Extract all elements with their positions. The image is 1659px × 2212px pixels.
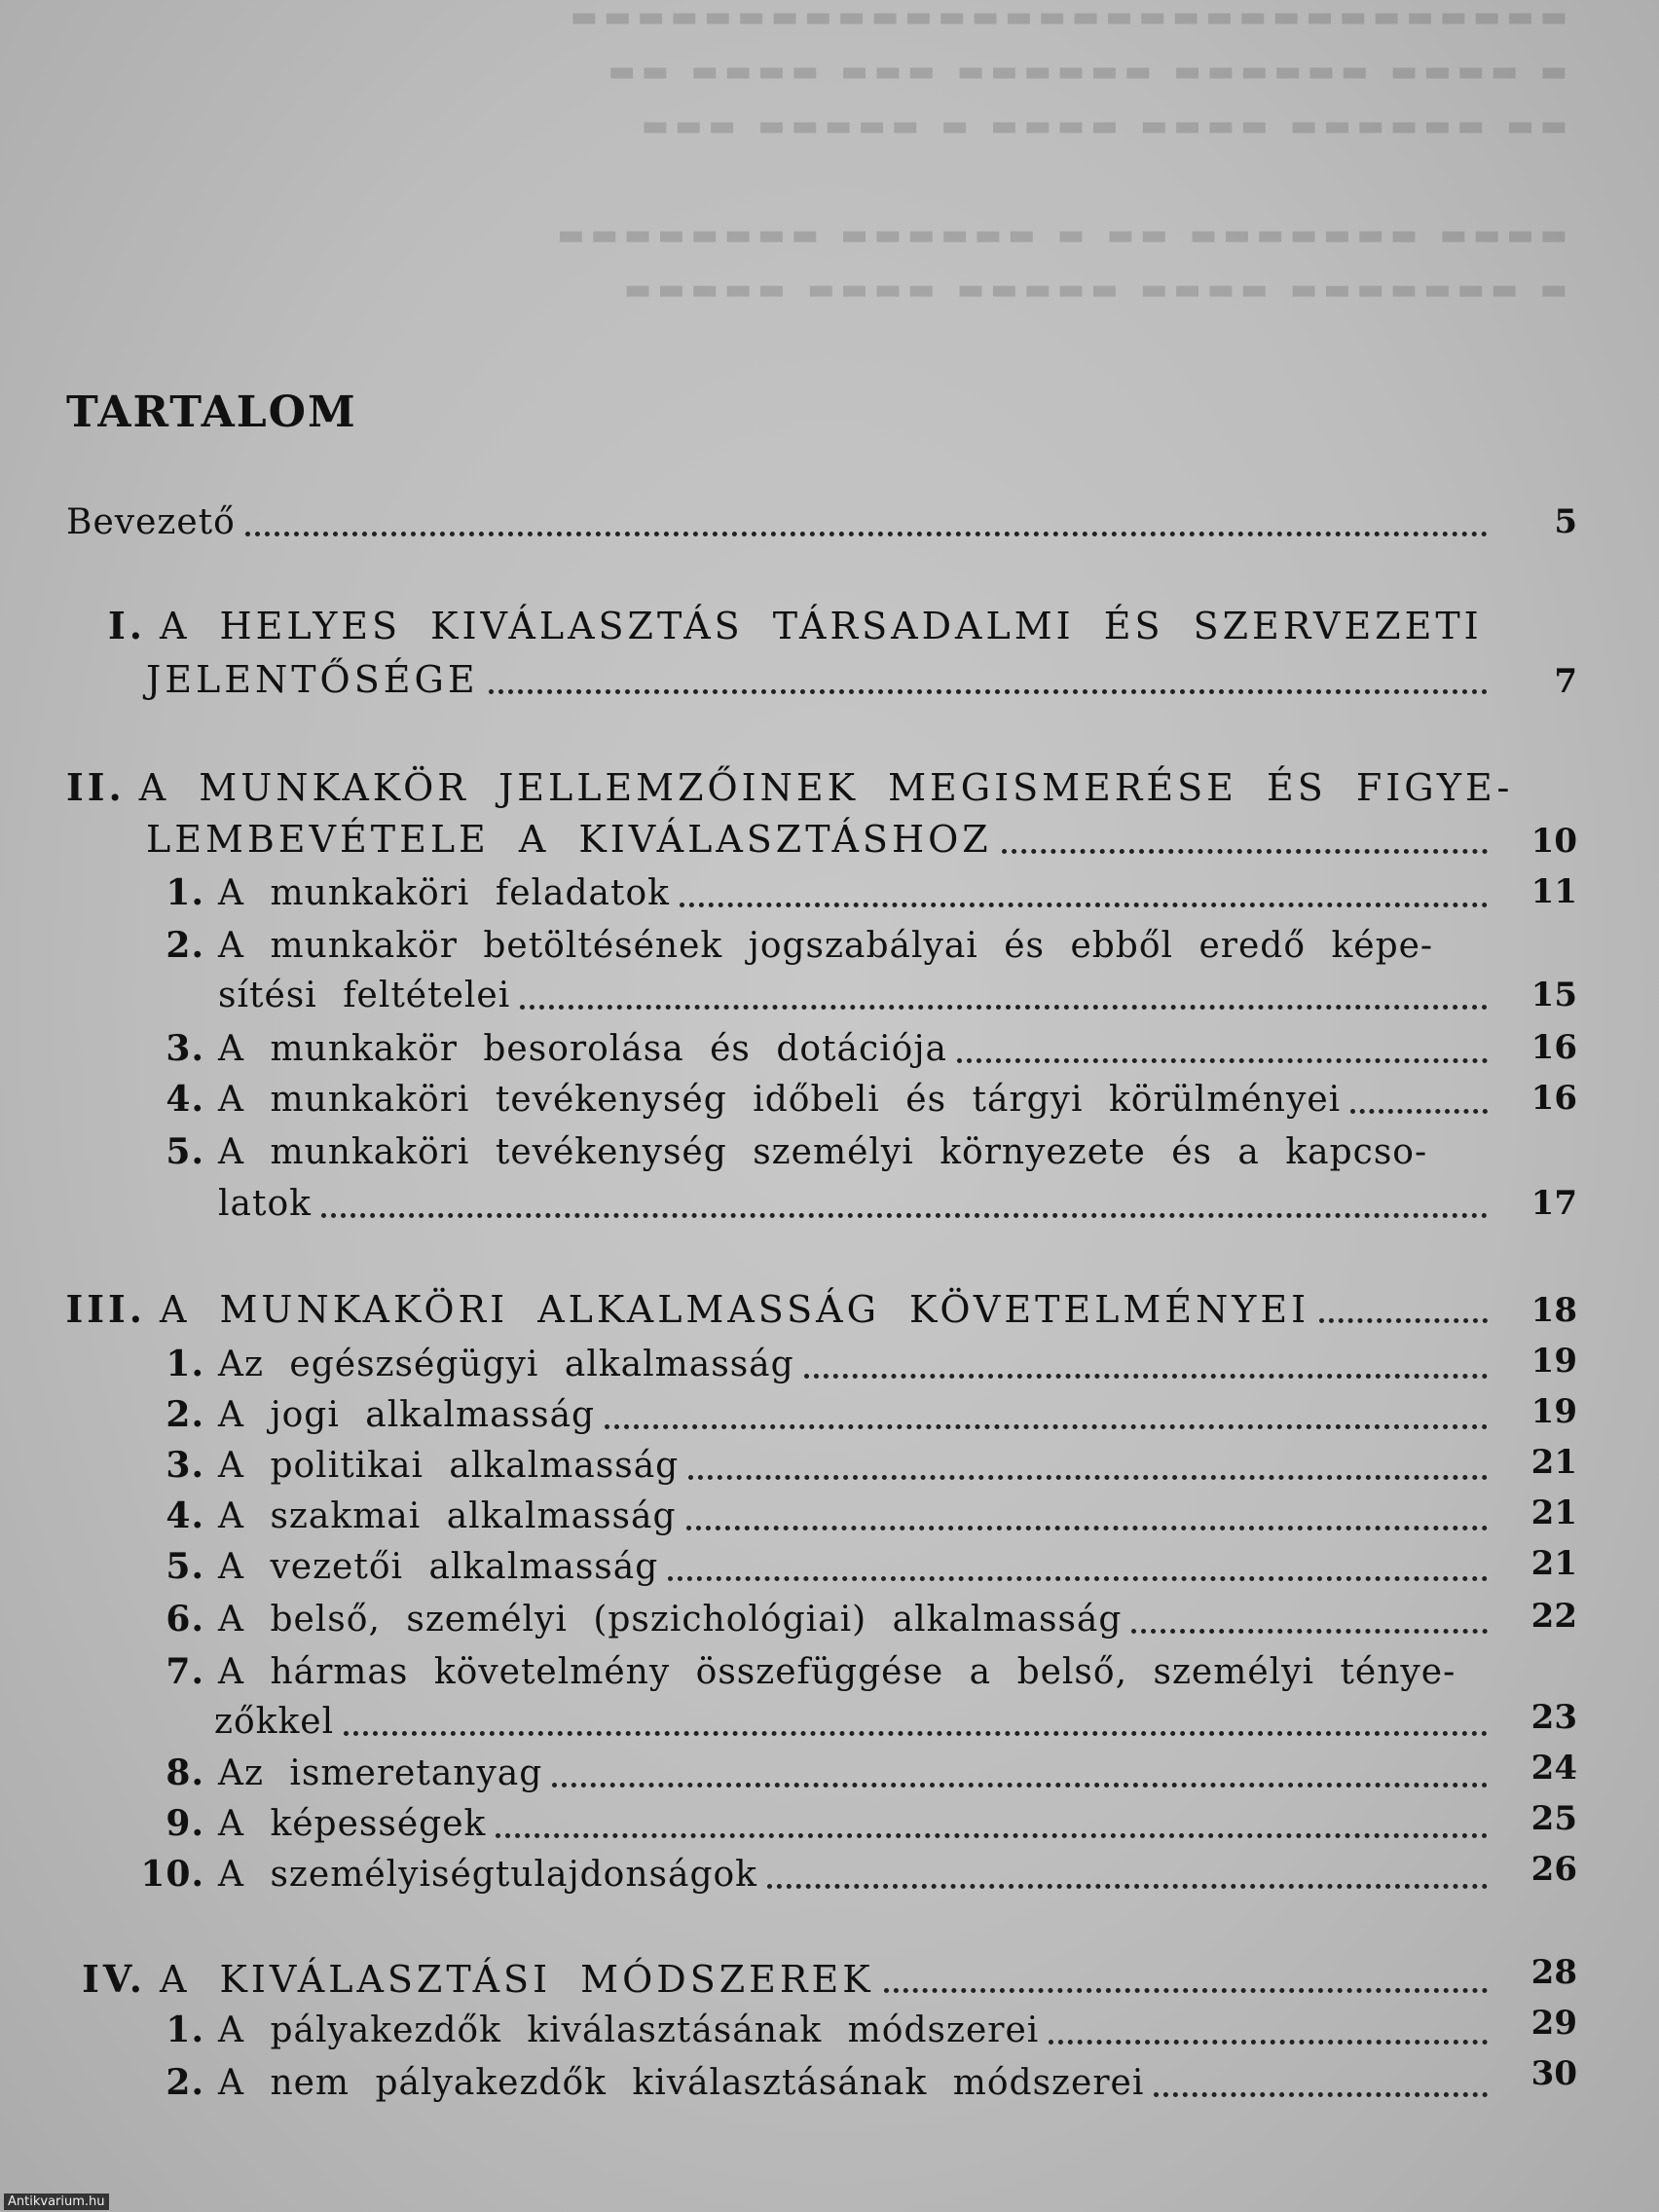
toc-entry-text: zőkkel xyxy=(214,1702,335,1742)
leader-dots xyxy=(1350,1109,1488,1114)
toc-section-2-2[interactable] xyxy=(97,925,1497,966)
section-number: 4. xyxy=(166,1495,204,1536)
toc-entry-text: JELENTŐSÉGE xyxy=(146,658,479,701)
section-number: 4. xyxy=(166,1079,204,1120)
toc-chapter-1-cont xyxy=(146,658,1497,701)
toc-page-number: 21 xyxy=(1530,1443,1577,1482)
toc-page-number: 19 xyxy=(1530,1392,1577,1431)
toc-page-number: 21 xyxy=(1530,1493,1577,1532)
leader-dots xyxy=(552,1783,1488,1788)
toc-page-number: 16 xyxy=(1530,1079,1577,1118)
toc-entry-text: A jogi alkalmasság xyxy=(218,1395,596,1435)
toc-page-number: 5 xyxy=(1554,502,1577,541)
toc-page-number: 21 xyxy=(1530,1544,1577,1583)
leader-dots xyxy=(884,1988,1488,1993)
toc-entry-text: A munkaköri tevékenység időbeli és tárgyi körülményei xyxy=(218,1080,1342,1120)
bleed-through-text: ▬▬▬▬▬▬▬▬▬▬▬▬▬▬▬▬▬▬▬▬▬▬▬▬▬▬▬▬▬▬ ▬ ▬▬▬▬ ▬▬▬▬▬▬ ▬▬▬▬▬▬ ▬▬▬ ▬▬▬▬ ▬▬ ▬▬ ▬▬▬▬▬▬ ▬▬▬▬ ▬▬▬▬ ▬ ▬▬▬▬▬ ▬▬▬ ▬▬▬▬ ▬▬▬▬▬▬▬ ▬▬ ▬ ▬▬▬▬▬▬ ▬▬▬▬▬▬▬▬ ▬ ▬▬▬▬▬▬▬ ▬▬▬▬ ▬▬▬▬▬ ▬▬▬▬ ▬▬▬▬▬ xyxy=(551,0,1567,307)
toc-section-4-2[interactable] xyxy=(97,2062,1497,2103)
leader-dots xyxy=(1319,1318,1488,1323)
toc-page-number: 16 xyxy=(1530,1028,1577,1067)
chapter-number: II. xyxy=(66,765,126,809)
toc-entry-text: A HELYES KIVÁLASZTÁS TÁRSADALMI ÉS SZERVEZETI xyxy=(160,605,1483,647)
toc-page-number: 26 xyxy=(1530,1850,1577,1889)
toc-entry-text: A belső, személyi (pszichológiai) alkalmasság xyxy=(218,1600,1123,1640)
leader-dots xyxy=(344,1731,1488,1736)
toc-section-2-1[interactable] xyxy=(97,872,1497,913)
leader-dots xyxy=(1131,1629,1488,1634)
leader-dots xyxy=(1002,849,1488,854)
leader-dots xyxy=(496,1833,1488,1838)
leader-dots xyxy=(680,903,1488,907)
watermark: Antikvarium.hu xyxy=(4,2194,109,2210)
leader-dots xyxy=(668,1576,1488,1581)
toc-section-3-10[interactable] xyxy=(97,1854,1497,1895)
toc-page-number: 22 xyxy=(1530,1597,1577,1636)
toc-page-number: 30 xyxy=(1530,2054,1577,2093)
chapter-number: III. xyxy=(65,1287,146,1331)
section-number: 9. xyxy=(166,1803,204,1844)
leader-dots xyxy=(489,689,1488,694)
toc-chapter-1[interactable] xyxy=(66,604,1497,647)
toc-entry-text: A szakmai alkalmasság xyxy=(218,1496,677,1536)
toc-section-2-2-cont xyxy=(218,976,1497,1015)
chapter-number: IV. xyxy=(82,1957,146,2001)
toc-page-number: 15 xyxy=(1530,976,1577,1014)
toc-page-number: 23 xyxy=(1530,1698,1577,1737)
toc-section-2-5-cont xyxy=(218,1184,1497,1224)
toc-section-2-4[interactable] xyxy=(97,1079,1497,1120)
toc-entry-introduction[interactable] xyxy=(66,502,1497,542)
toc-page-number: 25 xyxy=(1530,1799,1577,1838)
toc-chapter-3[interactable] xyxy=(58,1287,1497,1331)
section-number: 2. xyxy=(166,2062,204,2103)
toc-page-number: 18 xyxy=(1530,1291,1577,1330)
leader-dots xyxy=(688,1475,1488,1480)
toc-section-3-7[interactable] xyxy=(97,1651,1497,1692)
section-number: 1. xyxy=(166,2009,204,2050)
toc-entry-text: LEMBEVÉTELE A KIVÁLASZTÁSHOZ xyxy=(146,818,992,861)
leader-dots xyxy=(767,1884,1488,1889)
section-number: 2. xyxy=(166,925,204,966)
section-number: 1. xyxy=(166,872,204,913)
toc-entry-text: A vezetői alkalmasság xyxy=(218,1547,659,1587)
toc-page-number: 7 xyxy=(1554,662,1577,701)
toc-chapter-2-cont xyxy=(146,818,1497,861)
toc-section-3-2[interactable] xyxy=(97,1394,1497,1435)
toc-entry-text: A munkaköri tevékenység személyi környezete és a kapcso- xyxy=(218,1132,1428,1172)
toc-entry-text: A KIVÁLASZTÁSI MÓDSZEREK xyxy=(160,1958,874,2001)
toc-section-3-7-cont xyxy=(214,1702,1497,1742)
toc-entry-text: latok xyxy=(218,1184,312,1224)
toc-section-3-1[interactable] xyxy=(97,1344,1497,1384)
section-number: 6. xyxy=(166,1599,204,1640)
toc-page-number: 29 xyxy=(1530,2004,1577,2043)
toc-entry-text: A politikai alkalmasság xyxy=(218,1446,680,1486)
section-number: 3. xyxy=(166,1028,204,1069)
leader-dots xyxy=(804,1374,1488,1379)
leader-dots xyxy=(957,1058,1488,1063)
toc-entry-text: A pályakezdők kiválasztásának módszerei xyxy=(218,2010,1040,2050)
toc-page-number: 28 xyxy=(1530,1953,1577,1992)
toc-title: TARTALOM xyxy=(66,387,357,437)
section-number: 5. xyxy=(166,1131,204,1172)
toc-entry-text: A munkakör betöltésének jogszabályai és ebből eredő képe- xyxy=(218,926,1434,966)
leader-dots xyxy=(321,1213,1488,1218)
toc-entry-text: A MUNKAKÖRI ALKALMASSÁG KÖVETELMÉNYEI xyxy=(160,1288,1310,1331)
toc-section-3-5[interactable] xyxy=(97,1546,1497,1587)
toc-chapter-4[interactable] xyxy=(58,1957,1497,2001)
toc-page-number: 11 xyxy=(1530,872,1577,911)
toc-entry-text: A munkakör besorolása és dotációja xyxy=(218,1029,947,1069)
leader-dots xyxy=(605,1424,1488,1429)
toc-section-3-8[interactable] xyxy=(97,1752,1497,1793)
section-number: 7. xyxy=(166,1651,204,1692)
toc-section-3-9[interactable] xyxy=(97,1803,1497,1844)
toc-chapter-2[interactable] xyxy=(66,765,1514,809)
toc-section-2-5[interactable] xyxy=(97,1131,1497,1172)
section-number: 10. xyxy=(140,1854,204,1895)
toc-section-3-6[interactable] xyxy=(97,1599,1497,1640)
toc-entry-text: Bevezető xyxy=(66,502,236,542)
toc-page-number: 24 xyxy=(1530,1749,1577,1788)
toc-section-2-3[interactable] xyxy=(97,1028,1497,1069)
leader-dots xyxy=(1049,2040,1488,2045)
section-number: 5. xyxy=(166,1546,204,1587)
chapter-number: I. xyxy=(107,604,146,647)
leader-dots xyxy=(686,1526,1488,1530)
toc-entry-text: A munkaköri feladatok xyxy=(218,873,670,913)
toc-section-4-1[interactable] xyxy=(97,2009,1497,2050)
toc-entry-text: Az ismeretanyag xyxy=(218,1753,543,1793)
leader-dots xyxy=(520,1005,1488,1010)
toc-entry-text: A képességek xyxy=(218,1804,487,1844)
toc-entry-text: A MUNKAKÖR JELLEMZŐINEK MEGISMERÉSE ÉS FIGYE- xyxy=(138,766,1514,809)
toc-page-number: 17 xyxy=(1530,1184,1577,1223)
leader-dots xyxy=(1154,2092,1488,2097)
section-number: 2. xyxy=(166,1394,204,1435)
toc-entry-text: sítési feltételei xyxy=(218,976,511,1015)
toc-entry-text: A nem pályakezdők kiválasztásának módszerei xyxy=(218,2063,1145,2103)
section-number: 8. xyxy=(166,1752,204,1793)
toc-page-number: 19 xyxy=(1530,1342,1577,1381)
toc-entry-text: Az egészségügyi alkalmasság xyxy=(218,1345,794,1384)
toc-page-number: 10 xyxy=(1530,822,1577,861)
section-number: 3. xyxy=(166,1445,204,1486)
toc-section-3-3[interactable] xyxy=(97,1445,1497,1486)
section-number: 1. xyxy=(166,1344,204,1384)
toc-entry-text: A személyiségtulajdonságok xyxy=(218,1855,757,1895)
toc-section-3-4[interactable] xyxy=(97,1495,1497,1536)
leader-dots xyxy=(245,532,1488,536)
toc-entry-text: A hármas követelmény összefüggése a belső, személyi ténye- xyxy=(218,1652,1456,1692)
